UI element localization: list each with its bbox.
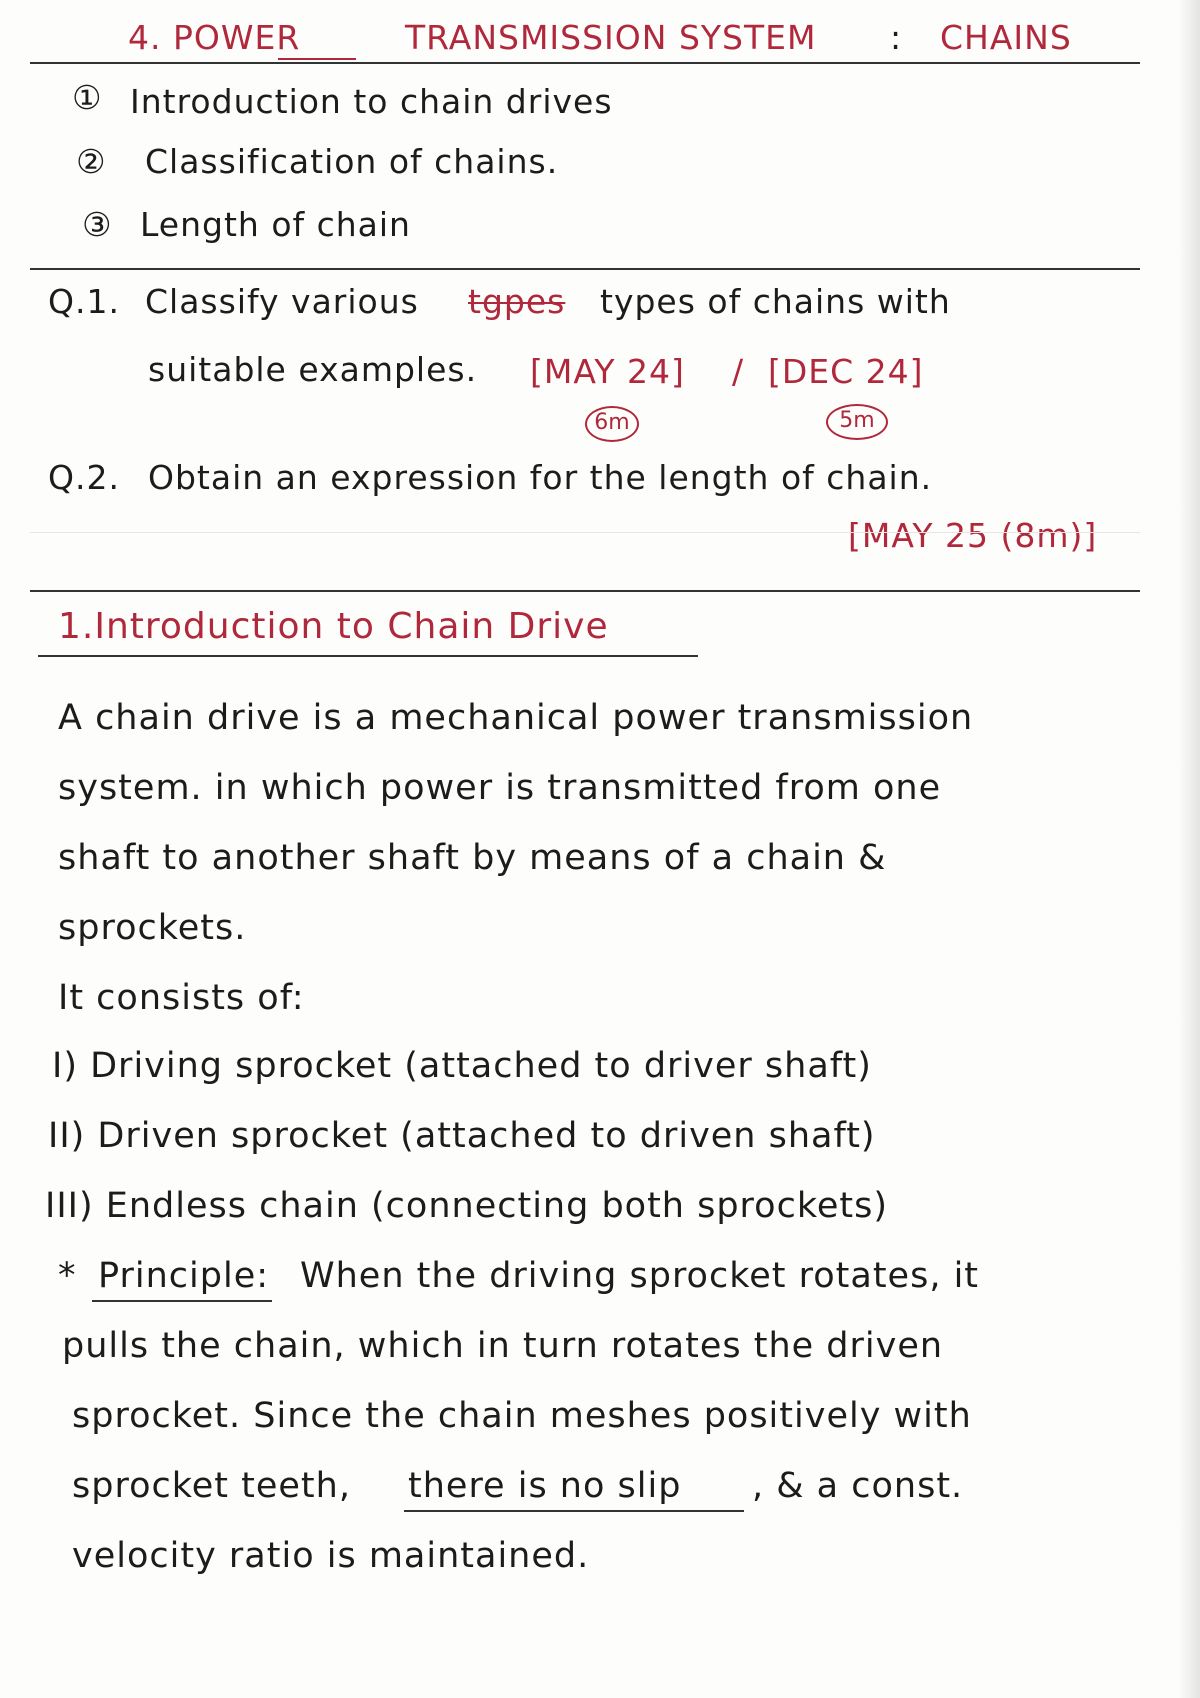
para-line-4: sprockets. [58, 908, 247, 948]
header-rule [30, 62, 1140, 64]
contents-item-3-number: ③ [82, 205, 113, 244]
principle-line-4c: , & a const. [752, 1466, 964, 1506]
q2-exam-ref: [MAY 25 (8m)] [848, 516, 1098, 555]
no-slip-underline [404, 1510, 744, 1512]
principle-line-3: sprocket. Since the chain meshes positively with [72, 1396, 972, 1436]
q1-ref-slash: / [732, 352, 745, 391]
principle-star: * [58, 1256, 77, 1296]
section-heading: 1.Introduction to Chain Drive [58, 606, 609, 647]
contents-item-1: Introduction to chain drives [130, 82, 613, 121]
q1-exam-ref-may24: [MAY 24] [530, 352, 685, 391]
contents-item-2-number: ② [76, 142, 107, 181]
principle-line-2: pulls the chain, which in turn rotates the driven [62, 1326, 944, 1366]
chapter-title: TRANSMISSION SYSTEM [405, 18, 817, 57]
contents-item-3: Length of chain [140, 205, 411, 244]
para-line-2: system. in which power is transmitted from one [58, 768, 942, 808]
principle-label-underline [92, 1300, 272, 1302]
q1-label: Q.1. [48, 282, 120, 321]
component-item-2: II) Driven sprocket (attached to driven shaft) [48, 1116, 876, 1156]
contents-item-1-number: ① [72, 78, 103, 117]
q2-label: Q.2. [48, 458, 120, 497]
page-edge-shadow [1178, 0, 1200, 1698]
header-separator: : [890, 18, 903, 57]
contents-item-2: Classification of chains. [145, 142, 559, 181]
principle-label: Principle: [98, 1256, 270, 1296]
chapter-underline [278, 58, 356, 60]
q1-text-a: Classify various [145, 282, 419, 321]
q1-exam-ref-dec24: [DEC 24] [768, 352, 924, 391]
component-item-3: III) Endless chain (connecting both sprockets) [45, 1186, 889, 1226]
section-heading-underline [38, 655, 698, 657]
para-line-3: shaft to another shaft by means of a chain & [58, 838, 887, 878]
q1-text-line2: suitable examples. [148, 350, 478, 389]
q1-text-b: types of chains with [600, 282, 951, 321]
q1-marks-badge-2: 5m [826, 404, 888, 440]
questions-rule [30, 590, 1140, 592]
consists-of-label: It consists of: [58, 978, 305, 1018]
faint-rule [30, 532, 1140, 533]
para-line-1: A chain drive is a mechanical power transmission [58, 698, 974, 738]
q1-marks-badge-1: 6m [585, 406, 639, 442]
component-item-1: I) Driving sprocket (attached to driver shaft) [52, 1046, 872, 1086]
principle-line-1: When the driving sprocket rotates, it [300, 1256, 980, 1296]
chapter-topic: CHAINS [940, 18, 1072, 57]
principle-line-4a: sprocket teeth, [72, 1466, 351, 1506]
chapter-number: 4. POWER [128, 18, 301, 57]
principle-line-5: velocity ratio is maintained. [72, 1536, 590, 1576]
contents-rule [30, 268, 1140, 270]
principle-line-4-highlight: there is no slip [408, 1466, 682, 1506]
q1-struck-word: tgpes [468, 282, 566, 321]
q2-text: Obtain an expression for the length of chain. [148, 458, 933, 497]
